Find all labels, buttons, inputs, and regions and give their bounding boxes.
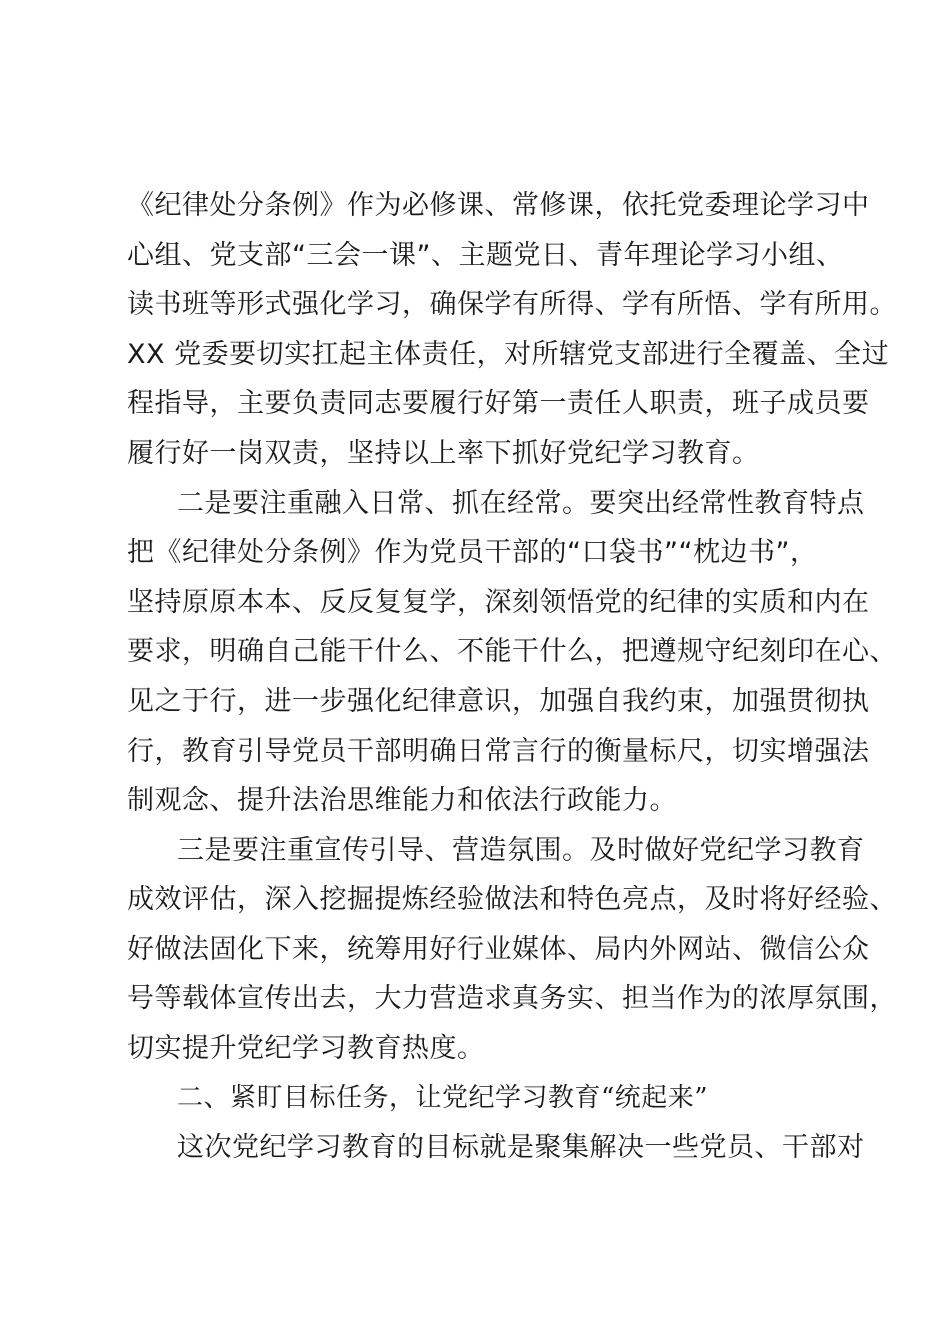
paragraph-first-line: 二是要注重融入日常、抓在经常。要突出经常性教育特点 — [177, 488, 865, 519]
text-line: 切实提升党纪学习教育热度。 — [127, 1033, 485, 1064]
text-line: 履行好一岗双责，坚持以上率下抓好党纪学习教育。 — [127, 438, 760, 469]
paragraph-first-line: 三是要注重宣传引导、营造氛围。及时做好党纪学习教育 — [177, 835, 865, 866]
text-line: 要求，明确自己能干什么、不能干什么，把遵规守纪刻印在心、 — [127, 636, 897, 667]
text-line: 行，教育引导党员干部明确日常言行的衡量标尺，切实增强法 — [127, 736, 870, 767]
text-line: XX 党委要切实扛起主体责任，对所辖党支部进行全覆盖、全过 — [127, 339, 890, 370]
text-line: 《纪律处分条例》作为必修课、常修课，依托党委理论学习中 — [127, 190, 870, 221]
text-line: 号等载体宣传出去，大力营造求真务实、担当作为的浓厚氛围， — [127, 983, 897, 1014]
text-line: 见之于行，进一步强化纪律意识，加强自我约束，加强贯彻执 — [127, 686, 870, 717]
text-line: 制观念、提升法治思维能力和依法行政能力。 — [127, 785, 677, 816]
text-line: 坚持原原本本、反反复复学，深刻领悟党的纪律的实质和内在 — [127, 587, 870, 618]
text-line: 把《纪律处分条例》作为党员干部的“口袋书”“枕边书”， — [127, 537, 818, 568]
text-line: 读书班等形式强化学习，确保学有所得、学有所悟、学有所用。 — [127, 289, 897, 320]
text-line: 好做法固化下来，统筹用好行业媒体、局内外网站、微信公众 — [127, 934, 870, 965]
section-heading: 二、紧盯目标任务，让党纪学习教育“统起来” — [177, 1083, 709, 1113]
text-line: 程指导，主要负责同志要履行好第一责任人职责，班子成员要 — [127, 388, 870, 419]
text-line: 心组、党支部“三会一课”、主题党日、青年理论学习小组、 — [127, 240, 844, 271]
paragraph-first-line: 这次党纪学习教育的目标就是聚集解决一些党员、干部对 — [177, 1132, 865, 1163]
text-line: 成效评估，深入挖掘提炼经验做法和特色亮点，及时将好经验、 — [127, 884, 897, 915]
